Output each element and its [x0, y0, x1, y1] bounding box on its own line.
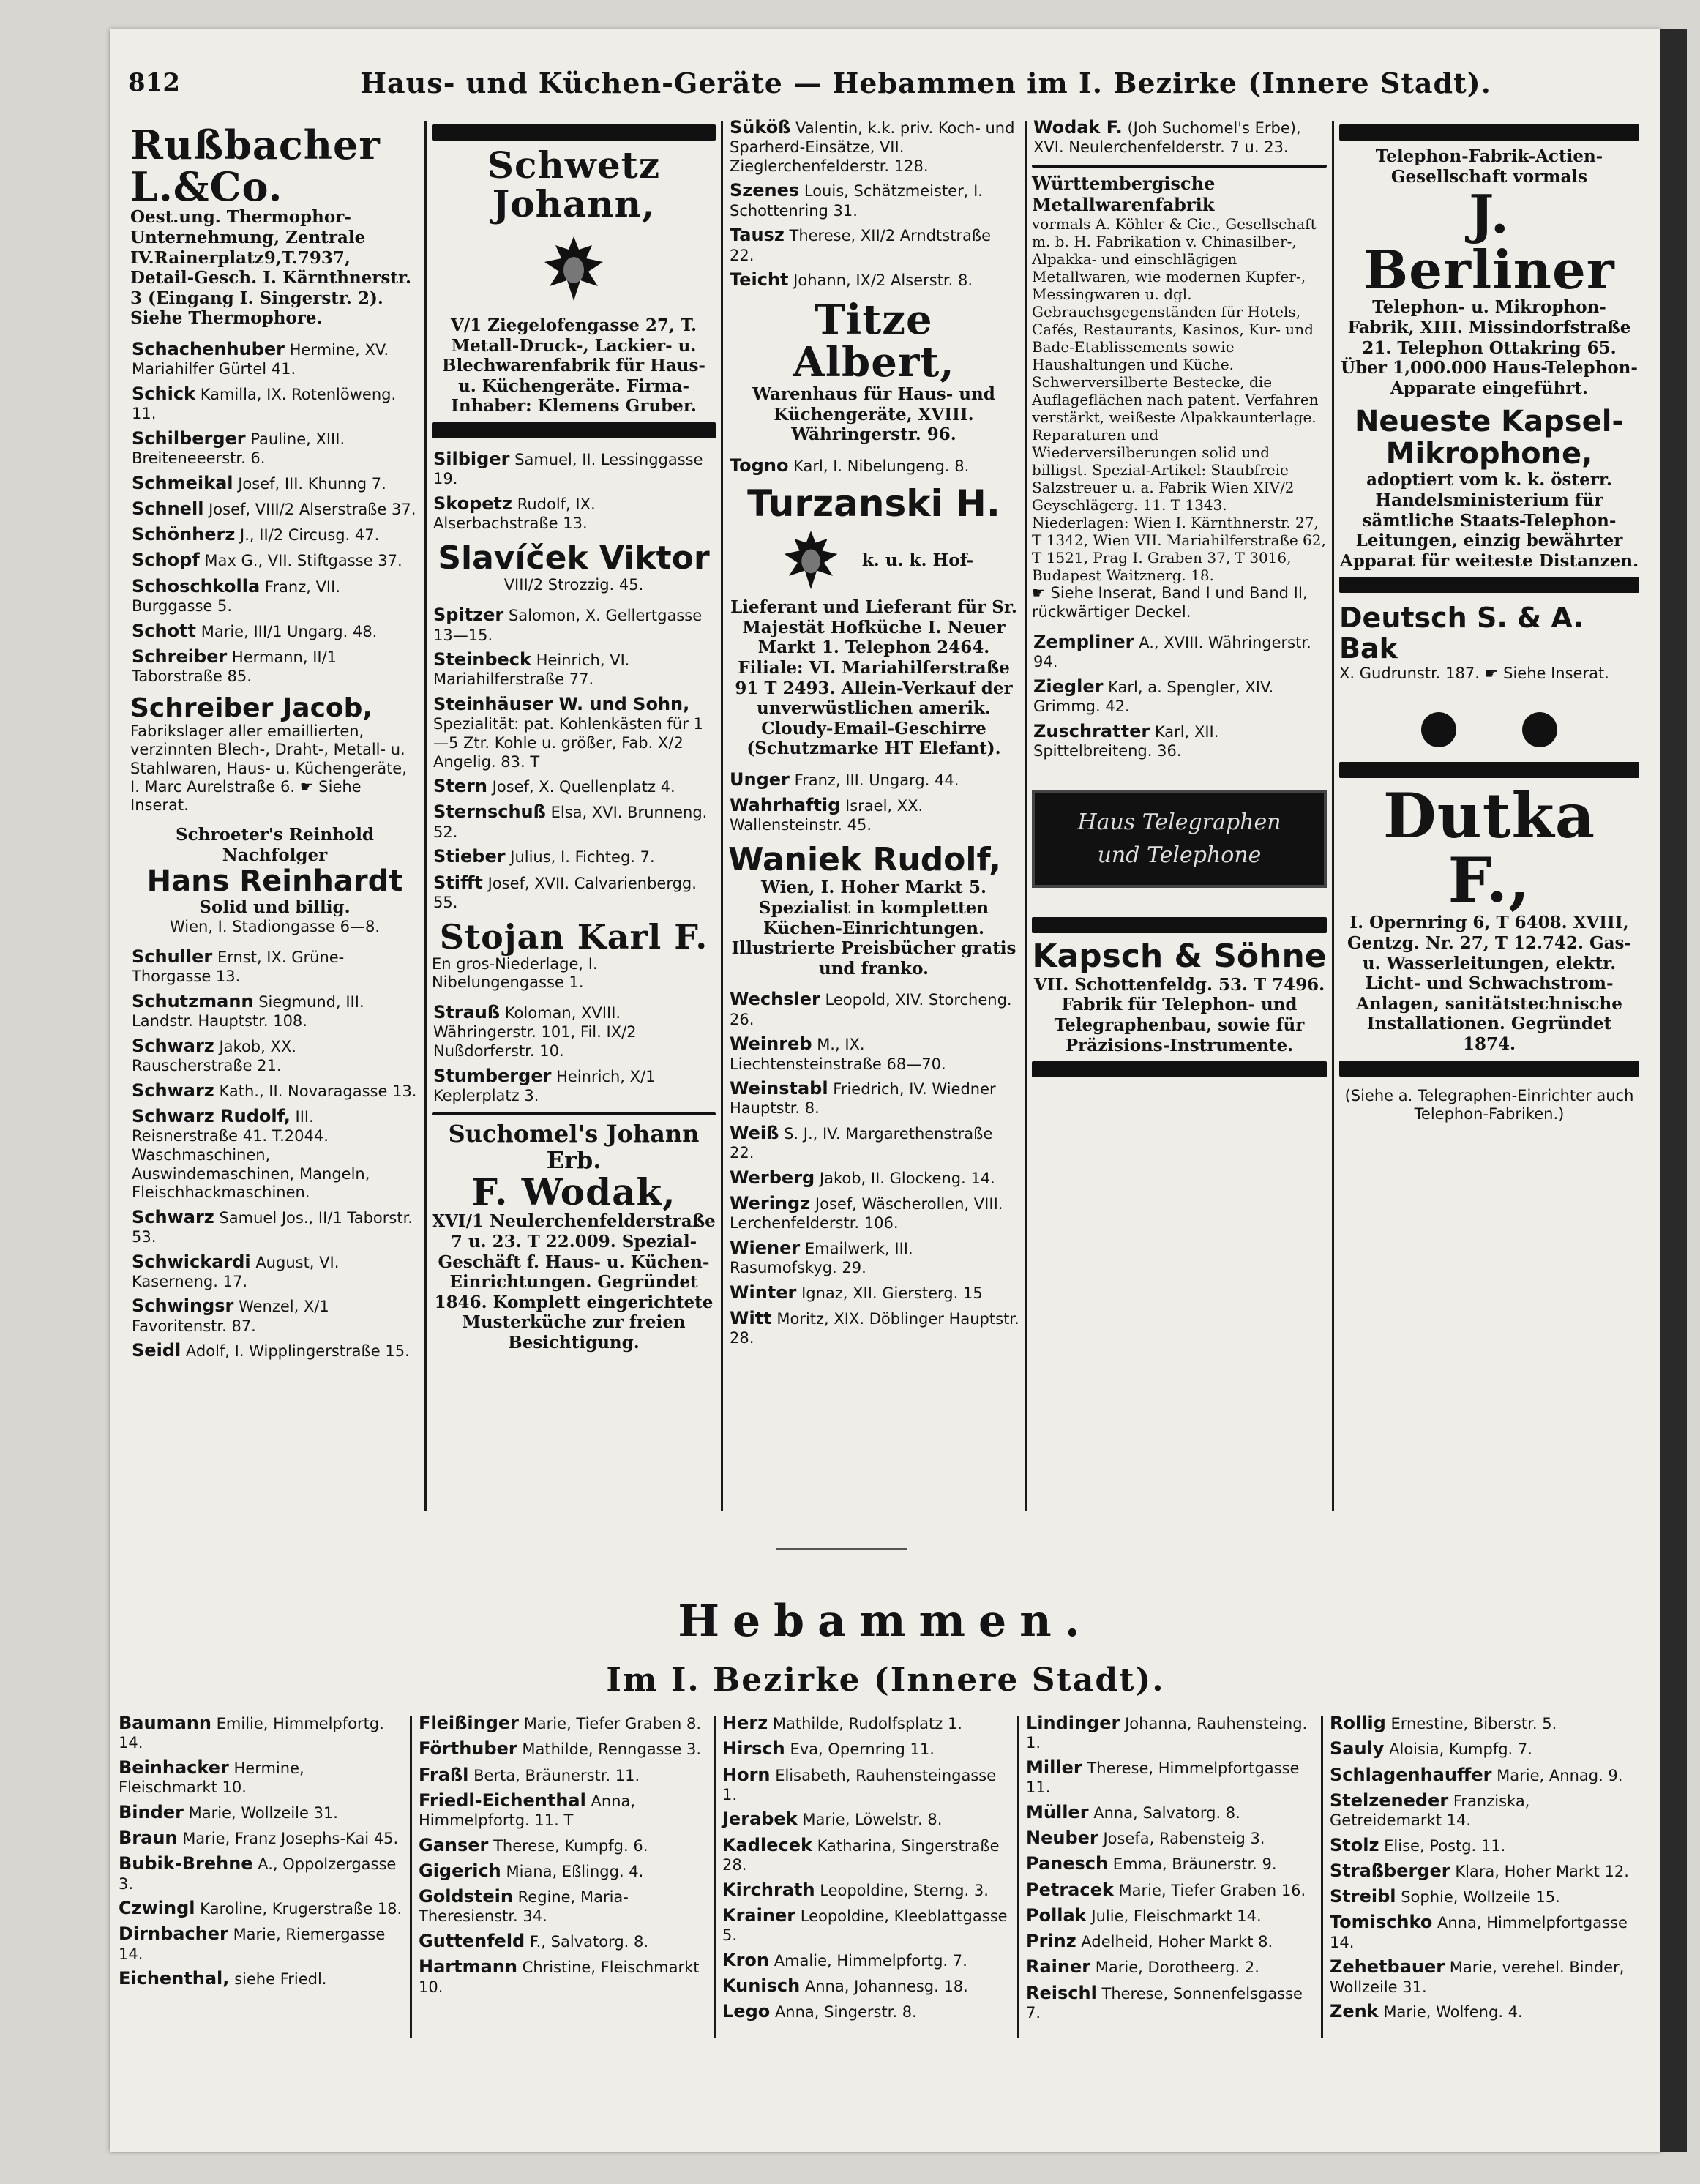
ad-title: J. Berliner	[1363, 183, 1615, 301]
list-item: Goldstein Regine, Maria-Theresienstr. 34.	[419, 1886, 629, 1926]
list-item: Stumberger Heinrich, X/1 Keplerplatz 3.	[433, 1065, 656, 1104]
list-item: Ganser Therese, Kumpfg. 6.	[419, 1834, 648, 1855]
list-item: Zehetbauer Marie, verehel. Binder, Wollzeile 31.	[1330, 1956, 1625, 1996]
list-item: Panesch Emma, Bräunerstr. 9.	[1026, 1853, 1277, 1874]
list-item: Wiener Emailwerk, III. Rasumofskyg. 29.	[730, 1238, 913, 1277]
list-item: Sauly Aloisia, Kumpfg. 7.	[1330, 1738, 1532, 1759]
list-item: Schwarz Jakob, XX. Rauscherstraße 21.	[132, 1035, 296, 1075]
column-5	[1339, 117, 1639, 1123]
dot-ornament	[1421, 712, 1456, 747]
ad-text: Telephon- u. Mikrophon-Fabrik, XIII. Missindorfstraße 21. Telephon Ottakring 65. Über 1,000.000 Haus-Telephon-Apparate eingeführt.	[1341, 297, 1638, 398]
entries-a	[728, 117, 1019, 291]
column-rule	[410, 1716, 412, 2038]
list-item: Neuber Josefa, Rabensteig 3.	[1026, 1828, 1265, 1849]
list-item: Zuschratter Karl, XII. Spittelbreiteng. 36.	[1033, 720, 1219, 760]
hebammen-column-3	[721, 1713, 1012, 2027]
ad-text: vormals A. Köhler & Cie., Gesellschaft m. b. H. Fabrikation v. Chinasilber-, Alpakka- und einschlägigen Metallwaren, wie modernen Kupfer-, Messingwaren u. dgl. Gebrauchsgegenständen für Hotels, Cafés, Restaurants, Kasinos, Kur- und Bade-Etablissements sowie Haushaltungen und Küche. Schwerversilberte Bestecke, die Auflageflächen nach patent. Verfahren verstärkt, weißeste Alpakkaunterlage. Reparaturen und Wiederversilberungen solid und billigst. Spezial-Artikel: Staubfreie Salzstreuer u. a. Fabrik Wien XIV/2 Geyschlägerg. 11. T 1343. Niederlagen: Wien I. Kärnthnerstr. 27, T 1342, Wien VII. Mariahilferstraße 62, T 1521, Prag I. Graben 37, T 3016, Budapest Waitznerg. 18.	[1032, 215, 1326, 585]
list-item: Eichenthal, siehe Friedl.	[119, 1968, 327, 1989]
list-item: Süköß Valentin, k.k. priv. Koch- und Sparherd-Einsätze, VII. Zieglerchenfelderstr. 128.	[730, 117, 1015, 175]
list-item: Winter Ignaz, XII. Giersterg. 15	[730, 1282, 983, 1303]
ad-schreiber	[130, 694, 419, 815]
list-item: Schönherz J., II/2 Circusg. 47.	[132, 524, 380, 545]
list-item: Hirsch Eva, Opernring 11.	[722, 1738, 935, 1759]
entries-c	[728, 769, 1019, 835]
ad-berliner	[1339, 124, 1639, 593]
list-item: Schwarz Rudolf, III. Reisnerstraße 41. T.2044. Waschmaschinen, Auswindemaschinen, Mangeln, Fleischhackmaschinen.	[132, 1106, 370, 1202]
list-item: Herz Mathilde, Rudolfsplatz 1.	[722, 1713, 962, 1733]
ad-waniek	[728, 842, 1019, 979]
list-item: Silbiger Samuel, II. Lessinggasse 19.	[433, 448, 703, 488]
list-item: Schuller Ernst, IX. Grüne-Thorgasse 13.	[132, 946, 345, 986]
entries-b	[1032, 632, 1327, 761]
list-item: Lego Anna, Singerstr. 8.	[722, 2001, 917, 2022]
list-item: Wodak F. (Joh Suchomel's Erbe), XVI. Neulerchenfelderstr. 7 u. 23.	[1033, 117, 1301, 157]
entries-c	[432, 1002, 716, 1105]
list-item: Binder Marie, Wollzeile 31.	[119, 1801, 338, 1822]
hebammen-column-4	[1025, 1713, 1316, 2027]
ad-title: F. Wodak,	[471, 1170, 676, 1213]
list-item: Fleißinger Marie, Tiefer Graben 8.	[419, 1713, 702, 1733]
column-rule	[1332, 121, 1334, 1511]
list-item: Schutzmann Siegmund, III. Landstr. Hauptstr. 108.	[132, 991, 364, 1031]
list-item: Teicht Johann, IX/2 Alserstr. 8.	[730, 269, 973, 291]
column-rule	[1025, 121, 1027, 1511]
section-subtitle: Im I. Bezirke (Innere Stadt).	[606, 1661, 1165, 1699]
ad-rule	[1032, 165, 1327, 168]
ad-text: Oest.ung. Thermophor-Unternehmung, Zentrale IV.Rainerplatz9,T.7937, Detail-Gesch. I. Kärnthnerstr. 3 (Eingang I. Singerstr. 2). Siehe Thermophore.	[130, 207, 412, 329]
ad-rule	[1339, 577, 1639, 593]
section-divider	[776, 1548, 907, 1550]
ad-text: Warenhaus für Haus- und Küchengeräte, XVIII. Währingerstr. 96.	[752, 384, 995, 445]
entries-a	[432, 449, 716, 534]
dark-banner	[1032, 790, 1327, 888]
eagle-crest-icon	[533, 229, 614, 310]
ad-rule	[1032, 1061, 1327, 1077]
list-item: Weinreb M., IX. Liechtensteinstraße 68—70.	[730, 1033, 946, 1073]
ad-title: Stojan Karl F.	[439, 917, 708, 957]
column-1	[130, 117, 419, 1366]
list-item: Weinstabl Friedrich, IV. Wiedner Hauptstr. 8.	[730, 1078, 996, 1118]
ad-stojan	[432, 919, 716, 992]
ad-title: Titze Albert,	[793, 295, 955, 387]
list-item: Rollig Ernestine, Biberstr. 5.	[1330, 1713, 1557, 1733]
ad-text: En gros-Niederlage, I. Nibelungengasse 1.	[432, 954, 598, 991]
list-item: Kron Amalie, Himmelpfortg. 7.	[722, 1949, 967, 1970]
ad-title: Slavíček Viktor	[438, 539, 710, 577]
ad-line: Telephon-Fabrik-Actien-Gesellschaft vormals	[1375, 146, 1603, 187]
list-item: Schlagenhauffer Marie, Annag. 9.	[1330, 1764, 1623, 1785]
ad-rule	[432, 124, 716, 141]
ad-hof-label: k. u. k. Hof-	[861, 550, 974, 571]
ad-kapsch	[1032, 917, 1327, 1077]
section-title: Hebammen.	[678, 1596, 1093, 1647]
ad-deutsch	[1339, 603, 1639, 683]
list-item: Pollak Julie, Fleischmarkt 14.	[1026, 1904, 1262, 1926]
ad-titze	[728, 295, 1019, 445]
list-item: Schwarz Samuel Jos., II/1 Taborstr. 53.	[132, 1206, 413, 1246]
ad-text: Wien, I. Hoher Markt 5. Spezialist in kompletten Küchen-Einrichtungen. Illustrierte Preisbücher gratis und franko.	[731, 878, 1016, 979]
ad-subtitle: Neueste Kapsel-Mikrophone,	[1354, 405, 1625, 471]
list-item: Guttenfeld F., Salvatorg. 8.	[419, 1931, 649, 1952]
ad-text: VII. Schottenfeldg. 53. T 7496. Fabrik für Telephon- und Telegraphenbau, sowie für Präzisions-Instrumente.	[1033, 974, 1325, 1055]
list-item: Lindinger Johanna, Rauhensteing. 1.	[1026, 1713, 1308, 1752]
ad-title: Kapsch & Söhne	[1032, 938, 1327, 976]
hebammen-column-2	[417, 1713, 708, 2001]
list-item: Stern Josef, X. Quellenplatz 4.	[433, 776, 675, 797]
ad-ref: ☛ Siehe Inserat, Band I und Band II, rückwärtiger Deckel.	[1032, 584, 1308, 621]
list-item: Werberg Jakob, II. Glockeng. 14.	[730, 1167, 995, 1188]
dot-ornament	[1522, 712, 1557, 747]
ad-text: adoptiert vom k. k. österr. Handelsministerium für sämtliche Staats-Telephon-Leitungen, einzig bewährter Apparat für weiteste Distanzen.	[1339, 470, 1639, 571]
column-rule	[424, 121, 427, 1511]
list-item: Stieber Julius, I. Fichteg. 7.	[433, 846, 655, 867]
list-item: Szenes Louis, Schätzmeister, I. Schottenring 31.	[730, 180, 983, 220]
list-item: Friedl-Eichenthal Anna, Himmelpfortg. 11. T	[419, 1790, 636, 1830]
banner-line: Haus Telegraphen	[1077, 809, 1281, 836]
list-item: Unger Franz, III. Ungarg. 44.	[730, 768, 959, 790]
entries-b	[432, 605, 716, 912]
page-title: Haus- und Küchen-Geräte — Hebammen im I. Bezirke (Innere Stadt).	[360, 66, 1491, 100]
list-item: Straßberger Klara, Hoher Markt 12.	[1330, 1860, 1629, 1881]
list-item: Schreiber Hermann, II/1 Taborstraße 85.	[132, 646, 337, 686]
list-item: Tomischko Anna, Himmelpfortgasse 14.	[1330, 1912, 1628, 1951]
list-item: Hartmann Christine, Fleischmarkt 10.	[419, 1956, 700, 1996]
list-item: Petracek Marie, Tiefer Graben 16.	[1026, 1879, 1306, 1900]
list-item: Schopf Max G., VII. Stiftgasse 37.	[132, 550, 402, 571]
list-item: Spitzer Salomon, X. Gellertgasse 13—15.	[433, 605, 703, 644]
list-item: Weringz Josef, Wäscherollen, VIII. Lerchenfelderstr. 106.	[730, 1193, 1003, 1233]
list-item: Stelzeneder Franziska, Getreidemarkt 14.	[1330, 1790, 1530, 1830]
list-item: Skopetz Rudolf, IX. Alserbachstraße 13.	[433, 493, 596, 533]
list-item: Schwickardi August, VI. Kaserneng. 17.	[132, 1251, 340, 1290]
list-item: Schwingsr Wenzel, X/1 Favoritenstr. 87.	[132, 1295, 329, 1335]
list-item: Schott Marie, III/1 Ungarg. 48.	[132, 620, 378, 641]
ad-title: Württembergische Metallwarenfabrik	[1032, 172, 1216, 215]
ad-turzanski	[728, 484, 1019, 759]
ad-title: Rußbacher L.&Co.	[130, 121, 381, 210]
list-item: Streibl Sophie, Wollzeile 15.	[1330, 1886, 1560, 1907]
list-item: Seidl Adolf, I. Wipplingerstraße 15.	[132, 1340, 410, 1361]
list-item: Fraßl Berta, Bräunerstr. 11.	[419, 1764, 640, 1785]
ad-title: Deutsch S. & A. Bak	[1339, 602, 1584, 665]
page-edge	[1660, 29, 1687, 2152]
ad-wmf	[1032, 165, 1327, 621]
column-rule	[714, 1716, 716, 2038]
list-item: Horn Elisabeth, Rauhensteingasse 1.	[722, 1764, 997, 1803]
list-item: Krainer Leopoldine, Kleeblattgasse 5.	[722, 1904, 1008, 1945]
list-item: Schwarz Kath., II. Novaragasse 13.	[132, 1080, 417, 1101]
list-item: Jerabek Marie, Löwelstr. 8.	[722, 1809, 943, 1830]
list-item: Beinhacker Hermine, Fleischmarkt 10.	[119, 1757, 304, 1797]
list-item: Kadlecek Katharina, Singerstraße 28.	[722, 1834, 1000, 1874]
hebammen-column-5	[1328, 1713, 1636, 2027]
page-header	[128, 57, 1628, 108]
list-item: Kirchrath Leopoldine, Sterng. 3.	[722, 1879, 989, 1900]
ad-text: X. Gudrunstr. 187. ☛ Siehe Inserat.	[1339, 664, 1609, 682]
ad-russbacher	[130, 121, 419, 329]
list-item: Weiß S. J., IV. Margarethenstraße 22.	[730, 1123, 993, 1162]
list-item: Rainer Marie, Dorotheerg. 2.	[1026, 1956, 1259, 1978]
eagle-crest-icon	[774, 524, 847, 597]
ad-title: Hans Reinhardt	[146, 864, 403, 899]
list-item: Witt Moritz, XIX. Döblinger Hauptstr. 28.	[730, 1308, 1019, 1347]
ad-text: Fabrikslager aller emaillierten, verzinnten Blech-, Draht-, Metall- u. Stahlwaren, Haus- u. Küchengeräte, I. Marc Aurelstraße 6. ☛ Siehe Inserat.	[130, 722, 407, 814]
list-item: Schmeikal Josef, III. Khunng 7.	[132, 472, 386, 493]
list-item: Stolz Elise, Postg. 11.	[1330, 1834, 1506, 1855]
list-item: Gigerich Miana, Eßlingg. 4.	[419, 1860, 644, 1881]
list-item: Zempliner A., XVIII. Währingerstr. 94.	[1033, 631, 1311, 671]
list-item: Schick Kamilla, IX. Rotenlöweng. 11.	[132, 383, 397, 423]
ad-wodak	[432, 1112, 716, 1353]
list-item: Schilberger Pauline, XIII. Breiteneeerstr. 6.	[132, 427, 345, 467]
ad-title: Turzanski H.	[747, 482, 1000, 526]
cross-reference-note: (Siehe a. Telegraphen-Einrichter auch Telephon-Fabriken.)	[1344, 1086, 1634, 1123]
ad-rule	[1339, 124, 1639, 141]
ad-schwetz	[432, 124, 716, 438]
list-item: Tausz Therese, XII/2 Arndtstraße 22.	[730, 225, 992, 264]
list-item: Czwingl Karoline, Krugerstraße 18.	[119, 1898, 402, 1919]
banner-line: und Telephone	[1097, 842, 1262, 869]
list-item: Ziegler Karl, a. Spengler, XIV. Grimmg. 42.	[1033, 676, 1274, 715]
ad-dutka	[1339, 712, 1639, 1077]
list-item: Baumann Emilie, Himmelpfortg. 14.	[119, 1713, 384, 1752]
list-item: Wechsler Leopold, XIV. Storcheng. 26.	[730, 989, 1012, 1028]
list-item: Kunisch Anna, Johannesg. 18.	[722, 1975, 968, 1996]
list-item: Steinbeck Heinrich, VI. Mariahilferstraße 77.	[433, 649, 630, 689]
column-2	[432, 117, 716, 1363]
entries-b	[130, 946, 419, 1361]
ornament-dots	[1339, 712, 1639, 747]
list-item: Braun Marie, Franz Josephs-Kai 45.	[119, 1828, 399, 1849]
list-item: Togno Karl, I. Nibelungeng. 8.	[730, 455, 970, 476]
list-item: Prinz Adelheid, Hoher Markt 8.	[1026, 1931, 1273, 1952]
ad-text: V/1 Ziegelofengasse 27, T. Metall-Druck-, Lackier- u. Blechwarenfabrik für Haus- u. Küchengeräte. Firma-Inhaber: Klemens Gruber.	[442, 315, 705, 416]
entries-d	[728, 989, 1019, 1348]
column-rule	[721, 121, 723, 1511]
ad-line: Suchomel's Johann Erb.	[448, 1120, 700, 1174]
column-4	[1032, 117, 1327, 1088]
list-item: Stifft Josef, XVII. Calvarienbergg. 55.	[433, 872, 697, 911]
list-item: Sternschuß Elsa, XVI. Brunneng. 52.	[433, 801, 708, 841]
ad-rule	[432, 422, 716, 438]
ad-hof-row	[728, 524, 1019, 597]
list-item: Miller Therese, Himmelpfortgasse 11.	[1026, 1757, 1300, 1797]
entries-b	[728, 455, 1019, 476]
list-item: Schachenhuber Hermine, XV. Mariahilfer Gürtel 41.	[132, 338, 389, 378]
ad-reinhardt	[130, 825, 419, 936]
column-3	[728, 117, 1019, 1353]
column-rule	[1017, 1716, 1019, 2038]
column-rule	[1321, 1716, 1323, 2038]
list-item: Steinhäuser W. und Sohn, Spezialität: pat. Kohlenkästen für 1—5 Ztr. Kohle u. größer, Fab. X/2 Angelig. 83. T	[433, 694, 703, 771]
hebammen-column-1	[117, 1713, 404, 1994]
list-item: Förthuber Mathilde, Renngasse 3.	[419, 1738, 702, 1759]
entries-a	[1032, 117, 1327, 157]
entries-a	[130, 339, 419, 687]
ad-title: Waniek Rudolf,	[728, 841, 1001, 879]
list-item: Bubik-Brehne A., Oppolzergasse 3.	[119, 1853, 397, 1893]
list-item: Reischl Therese, Sonnenfelsgasse 7.	[1026, 1982, 1303, 2022]
ad-title: Schreiber Jacob,	[130, 692, 373, 723]
list-item: Strauß Koloman, XVIII. Währingerstr. 101, Fil. IX/2 Nußdorferstr. 10.	[433, 1002, 637, 1060]
ad-rule	[1339, 1061, 1639, 1077]
list-item: Schoschkolla Franz, VII. Burggasse 5.	[132, 575, 340, 615]
ad-line: Schroeter's Reinhold Nachfolger	[176, 825, 374, 865]
list-item: Dirnbacher Marie, Riemergasse 14.	[119, 1923, 386, 1963]
ad-title: Dutka F.,	[1382, 779, 1596, 917]
ad-address: VIII/2 Strozzig. 45.	[503, 576, 644, 594]
ad-rule	[1339, 762, 1639, 778]
ad-text: Lieferant und Lieferant für Sr. Majestät Hofküche I. Neuer Markt 1. Telephon 2464. Filiale: VI. Mariahilferstraße 91 T 2493. Allein-Verkauf der unverwüstlichen amerik. Cloudy-Email-Geschirre (Schutzmarke HT Elefant).	[730, 597, 1017, 759]
list-item: Schnell Josef, VIII/2 Alserstraße 37.	[132, 498, 416, 519]
ad-telegraph-box	[1032, 790, 1327, 888]
list-item: Wahrhaftig Israel, XX. Wallensteinstr. 45.	[730, 795, 924, 834]
list-item: Zenk Marie, Wolfeng. 4.	[1330, 2001, 1523, 2022]
ad-slogan: Solid und billig.	[199, 897, 351, 918]
ad-text: XVI/1 Neulerchenfelderstraße 7 u. 23. T 22.009. Spezial-Geschäft f. Haus- u. Küchen-Einrichtungen. Gegründet 1846. Komplett eingerichtete Musterküche zur freien Besichtigung.	[432, 1211, 716, 1353]
page-number: 812	[128, 68, 180, 97]
list-item: Müller Anna, Salvatorg. 8.	[1026, 1801, 1240, 1822]
ad-address: Wien, I. Stadiongasse 6—8.	[169, 917, 381, 935]
ad-text: I. Opernring 6, T 6408. XVIII, Gentzg. Nr. 27, T 12.742. Gas- u. Wasserleitungen, elektr. Licht- und Schwachstrom-Anlagen, sanitätstechnische Installationen. Gegründet 1874.	[1347, 913, 1632, 1055]
ad-rule	[432, 1112, 716, 1115]
ad-slavicek	[432, 541, 716, 595]
ad-title: Schwetz Johann,	[487, 143, 661, 225]
ad-rule	[1032, 917, 1327, 933]
